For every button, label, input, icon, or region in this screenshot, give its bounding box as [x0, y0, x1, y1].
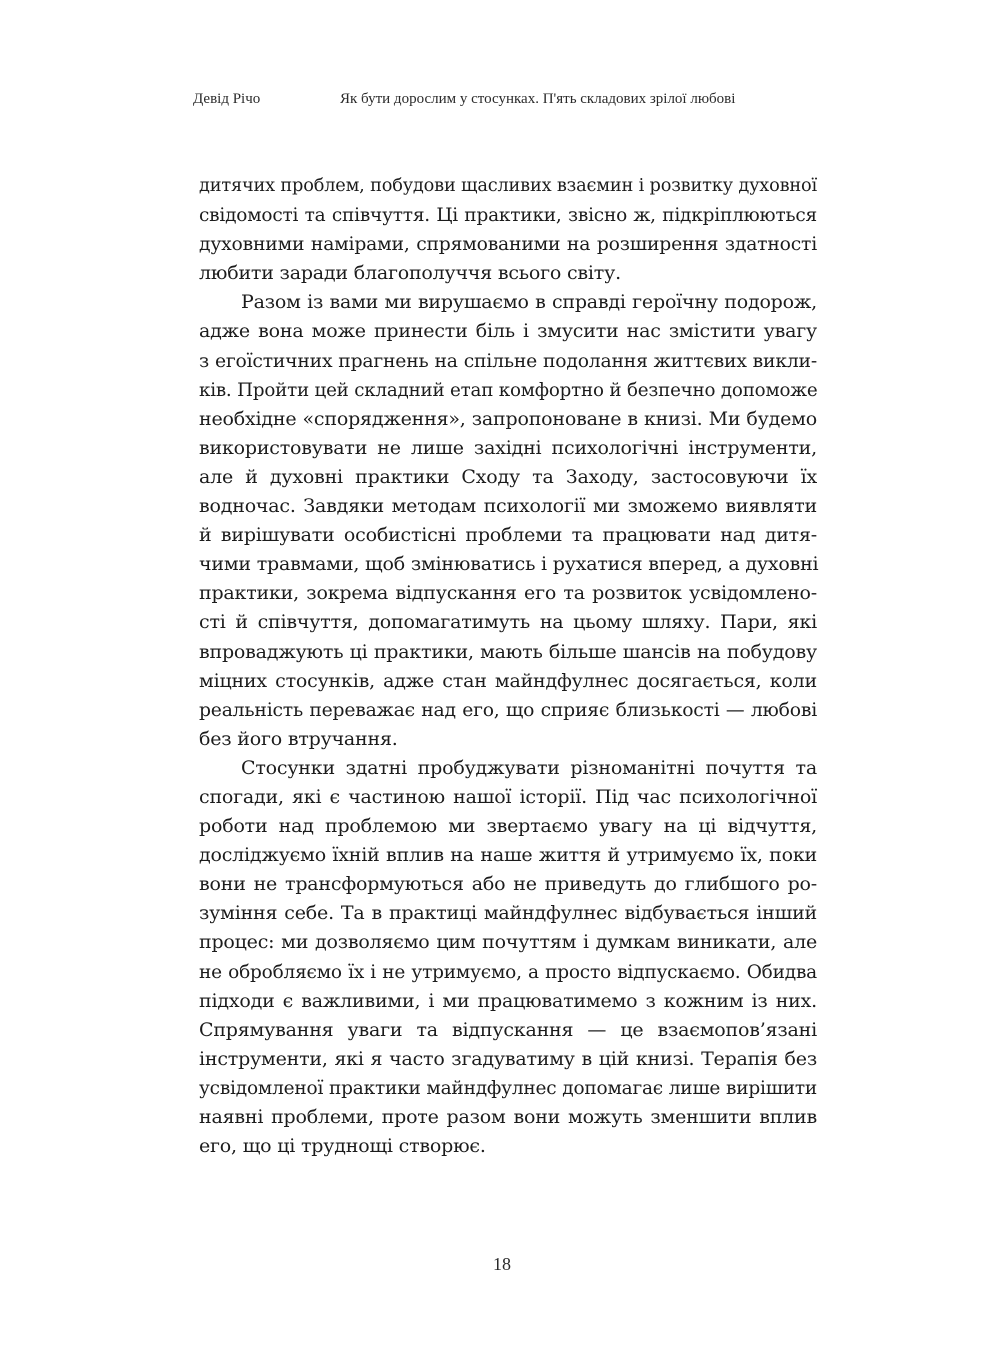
text-line: без його втручання. — [199, 727, 398, 750]
text-line: роботи над проблемою ми звертаємо увагу на ці відчуття, — [199, 815, 817, 838]
text-line: спогади, які є частиною нашої історії. Під час психологічної — [199, 785, 817, 808]
text-line: міцних стосунків, адже стан майндфулнес досягається, коли — [199, 669, 817, 692]
text-line: але й духовні практики Сходу та Заходу, застосовуючи їх — [199, 465, 817, 488]
text-line: духовними намірами, спрямованими на розширення здатності — [199, 234, 817, 256]
text-line: з егоїстичних прагнень на спільне подолання життєвих викли- — [199, 350, 817, 372]
text-line: ків. Пройти цей складний етап комфортно й безпечно допоможе — [199, 379, 818, 401]
text-line: дитячих проблем, побудови щасливих взаємин і розвитку духовної — [199, 176, 817, 196]
page-number: 18 — [493, 1254, 511, 1274]
text-line: его, що ці труднощі створює. — [199, 1135, 486, 1158]
text-line: не обробляємо їх і не утримуємо, а просто відпускаємо. Обидва — [199, 961, 817, 983]
text-line: досліджуємо їхній вплив на наше життя й утримуємо їх, поки — [199, 844, 817, 867]
text-line: усвідомленої практики майндфулнес допомагає лише вирішити — [199, 1077, 817, 1099]
text-line: процес: ми дозволяємо цим почуттям і думкам виникати, але — [199, 931, 817, 954]
text-line: водночас. Завдяки методам психології ми зможемо виявляти — [199, 495, 817, 518]
text-line: свідомості та співчуття. Ці практики, звісно ж, підкріплюються — [199, 205, 817, 227]
paragraph-1 — [199, 172, 817, 288]
header-author: Девід Річо — [193, 91, 261, 107]
text-line: Спрямування уваги та відпускання — це взаємопов’язані — [199, 1018, 817, 1041]
text-line: використовувати не лише західні психологічні інструменти, — [199, 436, 817, 459]
text-line: адже вона може принести біль і змусити нас змістити увагу — [199, 320, 817, 343]
text-line: наявні проблеми, проте разом вони можуть зменшити вплив — [199, 1106, 817, 1128]
text-line: необхідне «спорядження», запропоноване в книзі. Ми будемо — [199, 407, 817, 430]
text-line: Стосунки здатні пробуджувати різноманітні почуття та — [241, 756, 817, 779]
header-book-title: Як бути дорослим у стосунках. П'ять складових зрілої любові — [340, 91, 736, 107]
text-line: підходи є важливими, і ми працюватимемо з кожним із них. — [199, 989, 817, 1012]
text-line: інструменти, які я часто згадуватиму в цій книзі. Терапія без — [199, 1047, 817, 1070]
running-header — [193, 91, 813, 111]
paragraph-2 — [199, 288, 817, 754]
text-line: Разом із вами ми вирушаємо в справді героїчну подорож, — [241, 291, 817, 314]
text-line: й вирішувати особистісні проблеми та працювати над дитя- — [199, 524, 817, 547]
text-line: реальність переважає над его, що сприяє близькості — любові — [199, 699, 817, 721]
text-line: вони не трансформуються або не приведуть до глибшого ро- — [199, 873, 817, 896]
text-line: любити заради благополуччя всього світу. — [199, 262, 621, 285]
text-line: практики, зокрема відпускання его та розвиток усвідомлено- — [199, 582, 817, 605]
text-line: чими травмами, щоб змінюватись і рухатися вперед, а духовні — [199, 553, 819, 576]
text-line: сті й співчуття, допомагатимуть на цьому шляху. Пари, які — [199, 611, 817, 634]
text-line: зуміння себе. Та в практиці майндфулнес відбувається інший — [199, 902, 817, 925]
paragraph-3 — [199, 754, 817, 1161]
body-text — [199, 172, 817, 1161]
text-line: впроваджують ці практики, мають більше шансів на побудову — [199, 640, 817, 663]
